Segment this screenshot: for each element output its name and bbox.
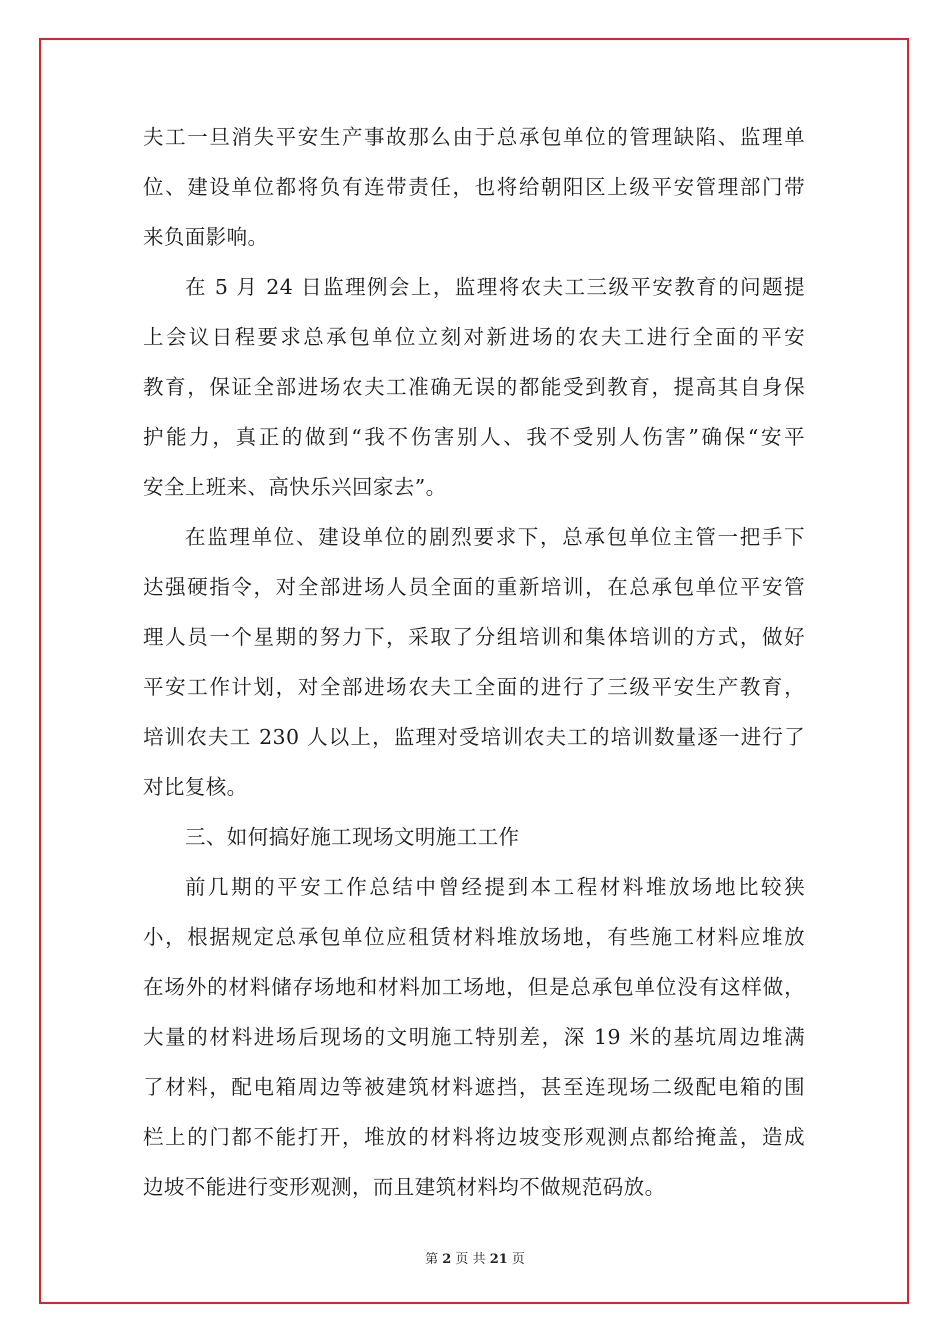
document-body xyxy=(143,112,805,1212)
footer-suffix: 页 xyxy=(511,1252,525,1267)
text-line: 了材料，配电箱周边等被建筑材料遮挡，甚至连现场二级配电箱的围 xyxy=(143,1075,805,1099)
text-line: 护能力，真正的做到“我不伤害别人、我不受别人伤害”确保“安平 xyxy=(143,425,805,449)
text-line: 安全上班来、高快乐兴回家去”。 xyxy=(143,475,447,499)
text-line: 对比复核。 xyxy=(143,775,248,799)
text-line: 来负面影响。 xyxy=(143,225,269,249)
text-line: 夫工一旦消失平安生产事故那么由于总承包单位的管理缺陷、监理单 xyxy=(143,125,805,149)
text-line: 教育，保证全部进场农夫工准确无误的都能受到教育，提高其自身保 xyxy=(143,375,805,399)
text-line: 在场外的材料储存场地和材料加工场地，但是总承包单位没有这样做， xyxy=(143,975,805,999)
total-pages-number: 21 xyxy=(489,1252,508,1267)
text-line: 达强硬指令，对全部进场人员全面的重新培训，在总承包单位平安管 xyxy=(143,575,805,599)
footer-middle: 页 共 xyxy=(455,1252,486,1267)
footer-prefix: 第 xyxy=(425,1252,439,1267)
text-line: 平安工作计划，对全部进场农夫工全面的进行了三级平安生产教育， xyxy=(143,675,805,699)
text-line: 边坡不能进行变形观测，而且建筑材料均不做规范码放。 xyxy=(143,1175,666,1199)
current-page-number: 2 xyxy=(442,1252,452,1267)
text-line: 位、建设单位都将负有连带责任，也将给朝阳区上级平安管理部门带 xyxy=(143,175,805,199)
text-line: 在 5 月 24 日监理例会上，监理将农夫工三级平安教育的问题提 xyxy=(185,275,805,299)
text-line: 上会议日程要求总承包单位立刻对新进场的农夫工进行全面的平安 xyxy=(143,325,805,349)
text-line: 栏上的门都不能打开，堆放的材料将边坡变形观测点都给掩盖，造成 xyxy=(143,1125,805,1149)
text-line: 小，根据规定总承包单位应租赁材料堆放场地，有些施工材料应堆放 xyxy=(143,925,805,949)
page-footer xyxy=(0,1248,950,1267)
text-line: 在监理单位、建设单位的剧烈要求下，总承包单位主管一把手下 xyxy=(185,525,805,549)
text-line: 大量的材料进场后现场的文明施工特别差，深 19 米的基坑周边堆满 xyxy=(143,1025,805,1049)
text-line: 前几期的平安工作总结中曾经提到本工程材料堆放场地比较狭 xyxy=(185,875,805,899)
text-line: 培训农夫工 230 人以上，监理对受培训农夫工的培训数量逐一进行了 xyxy=(143,725,805,749)
text-line: 三、如何搞好施工现场文明施工工作 xyxy=(185,825,520,849)
text-line: 理人员一个星期的努力下，采取了分组培训和集体培训的方式，做好 xyxy=(143,625,805,649)
